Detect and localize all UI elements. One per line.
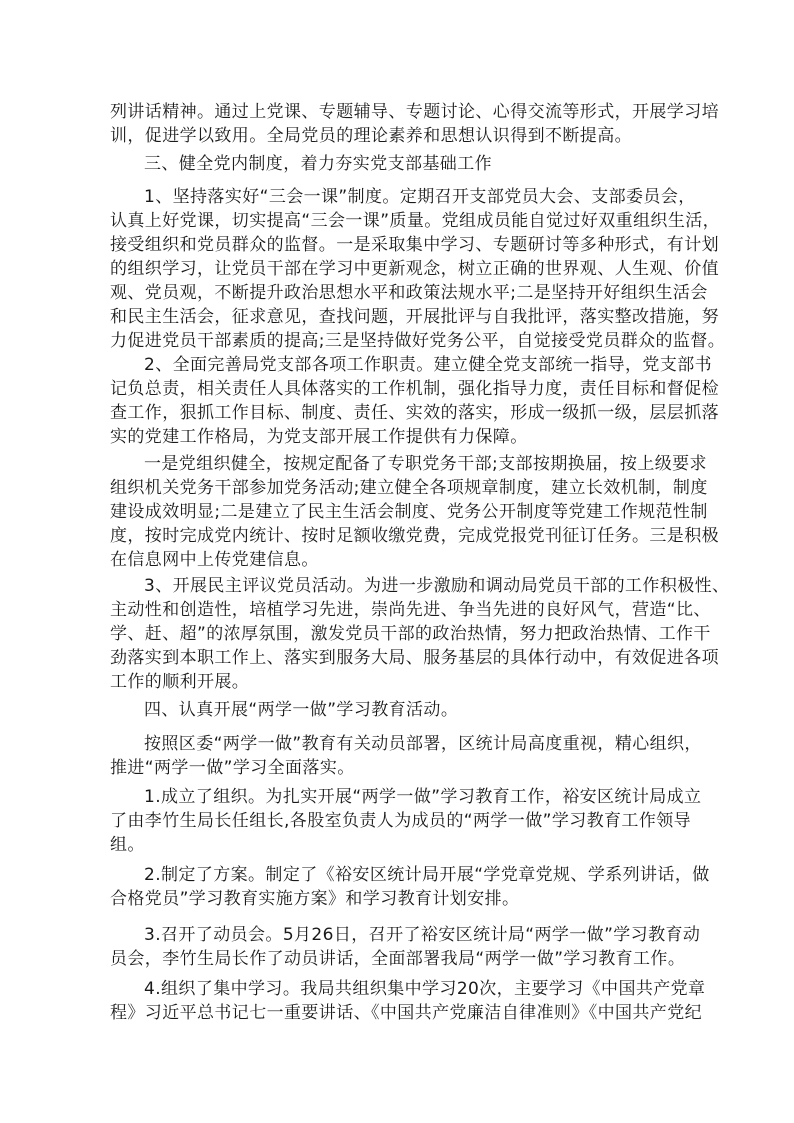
paragraph-plan [110,863,710,911]
text-line: 列讲话精神。通过上党课、专题辅导、专题讨论、心得交流等形式，开展学习培 [110,102,719,122]
paragraph-study-methods [110,100,719,148]
paragraph-mobilization [110,923,701,971]
text-line: 工作的顺利开展。 [110,672,250,692]
text-line: 的组织学习，让党员干部在学习中更新观念，树立正确的世界观、人生观、价值 [110,259,719,279]
paragraph-deployment [110,732,702,780]
text-line: 推进“两学一做”学习全面落实。 [110,758,355,778]
text-line: 3、开展民主评议党员活动。为进一步激励和调动局党员干部的工作积极性、 [144,576,730,596]
text-line: 按照区委“两学一做”教育有关动员部署，区统计局高度重视，精心组织， [144,734,702,754]
heading-text: 三、健全党内制度，着力夯实党支部基础工作 [144,154,492,174]
section-heading-4 [110,698,685,722]
text-line: 组。 [110,835,145,855]
text-line: 在信息网中上传党建信息。 [110,550,319,570]
paragraph-duties [110,353,719,449]
text-line: 度，按时完成党内统计、按时足额收缴党费，完成党报党刊征订任务。三是积极 [110,526,719,546]
text-line: 了由李竹生局长任组长,各股室负责人为成员的“两学一做”学习教育工作领导 [110,811,692,831]
text-line: 记负总责，相关责任人具体落实的工作机制，强化指导力度，责任目标和督促检 [110,379,719,399]
text-line: 一是党组织健全，按规定配备了专职党务干部;支部按期换届，按上级要求 [144,454,707,474]
paragraph-organization-set-up [110,785,702,857]
text-line: 1.成立了组织。为扎实开展“两学一做”学习教育工作，裕安区统计局成立 [144,787,702,807]
text-line: 查工作，狠抓工作目标、制度、责任、实效的落实，形成一级抓一级，层层抓落 [110,403,719,423]
section-heading-3 [110,152,685,176]
paragraph-concentrated-study [110,977,706,1025]
paragraph-evaluation [110,574,730,694]
text-line: 3.召开了动员会。5月26日，召开了裕安区统计局“两学一做”学习教育动 [144,925,701,945]
paragraph-organization [110,452,719,572]
text-line: 组织机关党务干部参加党务活动;建立健全各项规章制度，建立长效机制，制度 [110,478,708,498]
text-line: 建设成效明显;二是建立了民主生活会制度、党务公开制度等党建工作规范性制 [110,502,708,522]
text-line: 劲落实到本职工作上、落实到服务大局、服务基层的具体行动中，有效促进各项 [110,648,719,668]
text-line: 4.组织了集中学习。我局共组织集中学习20次，主要学习《中国共产党章 [144,979,706,999]
paragraph-three-meetings [110,185,726,353]
heading-text: 四、认真开展“两学一做”学习教育活动。 [144,700,459,720]
text-line: 主动性和创造性，培植学习先进，崇尚先进、争当先进的良好风气，营造“比、 [110,600,711,620]
text-line: 实的党建工作格局，为党支部开展工作提供有力保障。 [110,427,528,447]
text-line: 2.制定了方案。制定了《裕安区统计局开展“学党章党规、学系列讲话，做 [144,865,710,885]
text-line: 认真上好党课，切实提高“三会一课”质量。党组成员能自觉过好双重组织生活， [110,211,721,231]
text-line: 学、赶、超”的浓厚氛围，激发党员干部的政治热情，努力把政治热情、工作干 [110,624,711,644]
text-line: 员会，李竹生局长作了动员讲话，全面部署我局“两学一做”学习教育工作。 [110,949,686,969]
text-line: 训，促进学以致用。全局党员的理论素养和思想认识得到不断提高。 [110,126,632,146]
text-line: 2、全面完善局党支部各项工作职责。建立健全党支部统一指导，党支部书 [144,355,713,375]
text-line: 合格党员”学习教育实施方案》和学习教育计划安排。 [110,889,520,909]
text-line: 观、党员观，不断提升政治思想水平和政策法规水平;二是坚持开好组织生活会 [110,283,708,303]
text-line: 力促进党员干部素质的提高;三是坚持做好党务公平，自觉接受党员群众的监督。 [110,331,726,351]
text-line: 程》习近平总书记七一重要讲话、《中国共产党廉洁自律准则》《中国共产党纪 [110,1003,702,1023]
text-line: 和民主生活会，征求意见，查找问题，开展批评与自我批评，落实整改措施，努 [110,307,719,327]
text-line: 1、坚持落实好“三会一课”制度。定期召开支部党员大会、支部委员会， [144,187,696,207]
text-line: 接受组织和党员群众的监督。一是采取集中学习、专题研讨等多种形式，有计划 [110,235,719,255]
